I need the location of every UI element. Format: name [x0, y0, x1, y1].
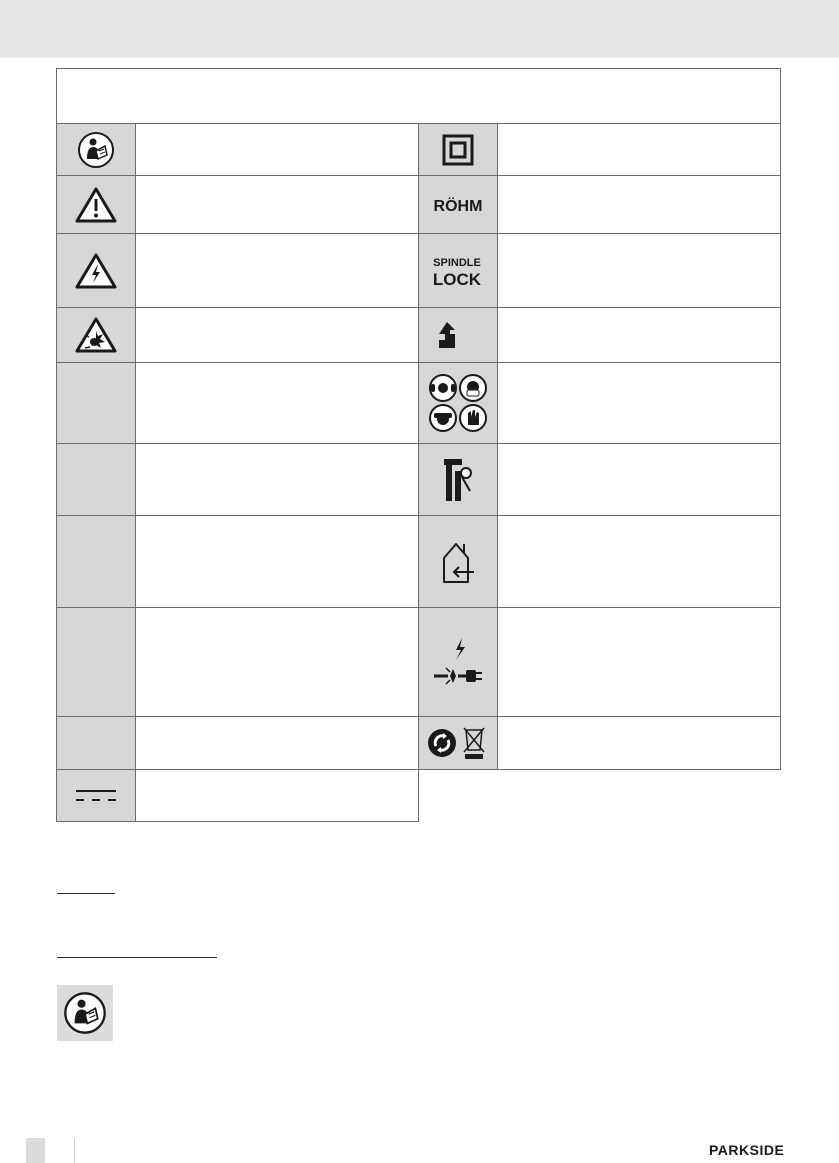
- hand-injury-warning-icon: [440, 457, 476, 503]
- spindle-lock-line1: SPINDLE: [433, 256, 481, 269]
- double-insulation-icon: [442, 134, 474, 166]
- legend-icon-cell: [418, 307, 498, 363]
- legend-icon-cell: [56, 175, 136, 234]
- legend-description: [135, 123, 419, 176]
- brand-logo: PARKSIDE: [709, 1142, 785, 1158]
- direct-current-icon: [74, 788, 118, 804]
- legend-description: [135, 443, 419, 516]
- legend-description: [135, 716, 419, 770]
- legend-icon-cell: [418, 123, 498, 176]
- legend-description: [135, 515, 419, 608]
- legend-icon-cell: [56, 607, 136, 717]
- legend-icon-cell: [56, 515, 136, 608]
- legend-description: [497, 307, 781, 363]
- legend-description: [135, 175, 419, 234]
- page-number-box: [26, 1138, 45, 1163]
- legend-description: [135, 769, 419, 822]
- warning-triangle-icon: [75, 187, 117, 223]
- legend-icon-cell: [418, 716, 498, 770]
- legend-icon-cell: [418, 443, 498, 516]
- explosion-warning-icon: [75, 317, 117, 353]
- legend-icon-cell: [56, 716, 136, 770]
- legend-description: [497, 175, 781, 234]
- electric-shock-warning-icon: [75, 253, 117, 289]
- spindle-lock-icon: [427, 254, 489, 288]
- legend-icon-cell: [56, 362, 136, 444]
- recycling-disposal-icon: [428, 726, 488, 760]
- legend-description: [497, 607, 781, 717]
- legend-title-row: [56, 68, 781, 124]
- legend-icon-cell: [418, 233, 498, 308]
- legend-icon-cell: [56, 307, 136, 363]
- legend-icon-cell: [56, 233, 136, 308]
- gear-speed-icon: [435, 320, 459, 350]
- section-heading-underline: [57, 893, 115, 894]
- legend-icon-cell: [418, 515, 498, 608]
- legend-icon-cell: [418, 362, 498, 444]
- legend-description: [135, 607, 419, 717]
- legend-description: [135, 233, 419, 308]
- legend-description: [135, 362, 419, 444]
- spindle-lock-line2: LOCK: [432, 269, 482, 288]
- legend-description: [497, 233, 781, 308]
- legend-icon-cell: [56, 769, 136, 822]
- legend-description: [497, 443, 781, 516]
- protective-equipment-icon: [428, 373, 488, 433]
- legend-description: [497, 515, 781, 608]
- legend-icon-cell: [418, 607, 498, 717]
- symbols-legend-table: [56, 68, 781, 822]
- damaged-cable-icon: [432, 636, 484, 688]
- legend-description: [135, 307, 419, 363]
- read-manual-icon: [63, 991, 107, 1035]
- rohm-logo-text: RÖHM: [433, 197, 483, 215]
- legend-icon-cell: [418, 175, 498, 234]
- legend-description: [497, 362, 781, 444]
- rohm-logo-icon: [427, 195, 489, 215]
- manual-icon-box: [57, 985, 113, 1041]
- section-heading-underline: [57, 957, 217, 958]
- legend-icon-cell: [56, 443, 136, 516]
- legend-description: [497, 123, 781, 176]
- page-header-band: [0, 0, 839, 58]
- read-manual-icon: [77, 131, 115, 169]
- indoor-use-icon: [440, 540, 476, 584]
- footer-divider: [74, 1138, 75, 1163]
- legend-icon-cell: [56, 123, 136, 176]
- legend-description: [497, 716, 781, 770]
